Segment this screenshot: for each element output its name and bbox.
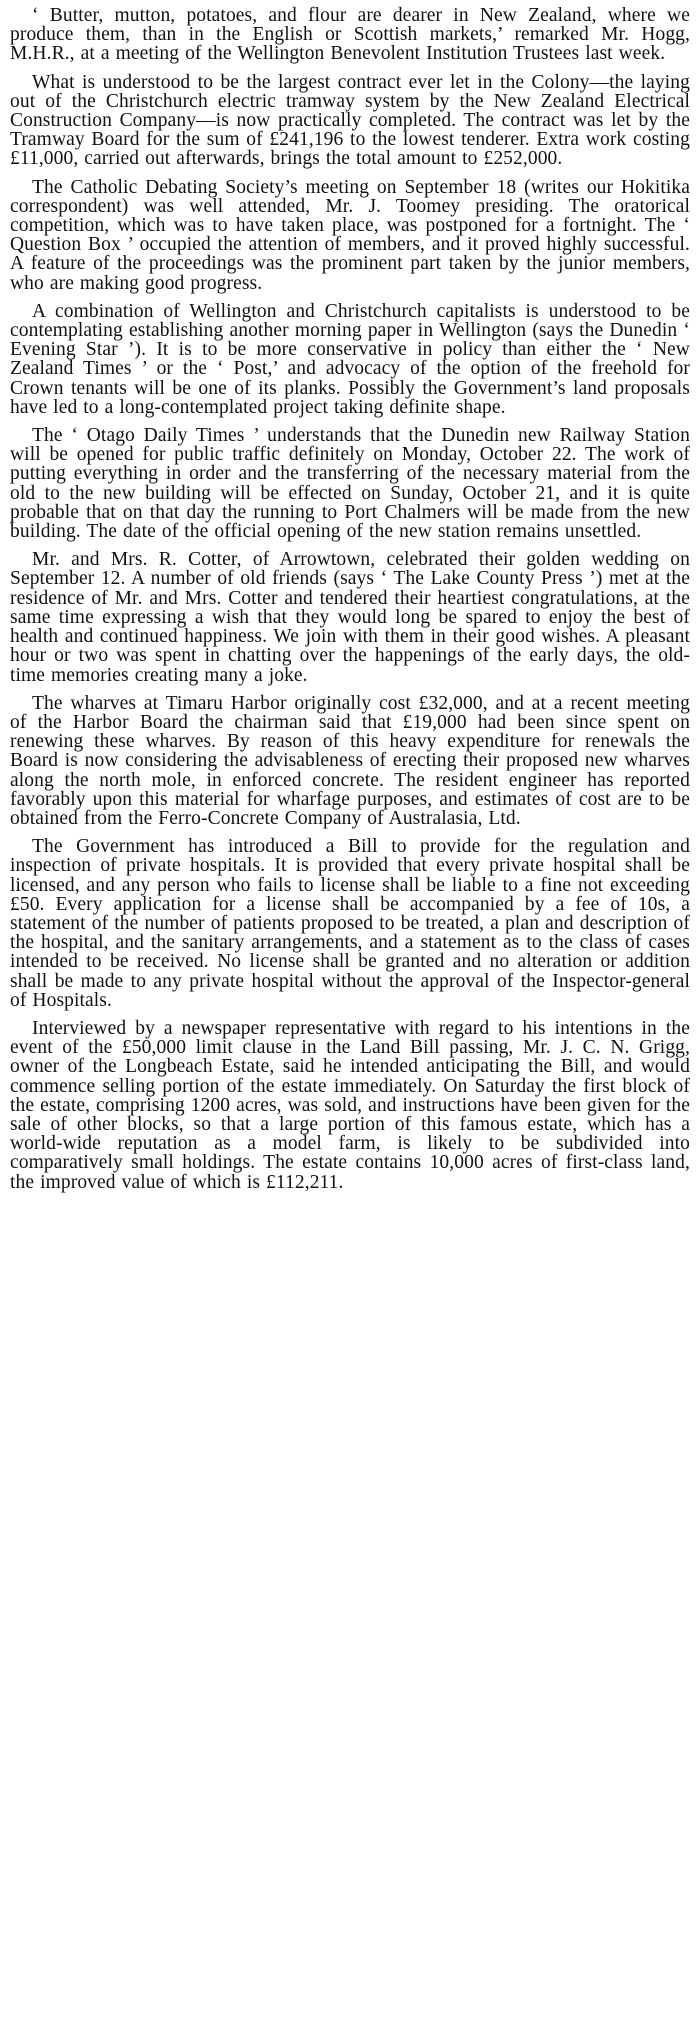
paragraph-morning-paper: A combination of Wellington and Christchurch capitalists is understood to be contemplating establishing another morning paper in Wellington (says the Dunedin ‘ Evening Star ’). It is to be more conservative in policy than either the ‘ New Zealand Times ’ or the ‘ Post,’ and advocacy of the option of the freehold for Crown tenants will be one of its planks. Possibly the Government’s land proposals have led to a long-contemplated project taking definite shape.: [10, 300, 690, 418]
paragraph-debating-society: The Catholic Debating Society’s meeting on September 18 (writes our Hokitika correspondent) was well attended, Mr. J. Toomey presiding. The oratorical competition, which was to have taken place, was postponed for a fortnight. The ‘ Question Box ’ occupied the attention of members, and it proved highly successful. A feature of the proceedings was the prominent part taken by the junior members, who are making good progress.: [10, 176, 690, 294]
paragraph-food-prices: ‘ Butter, mutton, potatoes, and flour are dearer in New Zealand, where we produce them, than in the English or Scottish markets,’ remarked Mr. Hogg, M.H.R., at a meeting of the Wellington Benevolent Institution Trustees last week.: [10, 5, 690, 65]
paragraph-private-hospitals: The Government has introduced a Bill to provide for the regulation and inspection of private hospitals. It is provided that every private hospital shall be licensed, and any person who fails to license shall be liable to a fine not exceeding £50. Every application for a license shall be accompanied by a fee of 10s, a statement of the number of patients proposed to be treated, a plan and description of the hospital, and the sanitary arrangements, and a statement as to the class of cases intended to be received. No license shall be granted and no alteration or addition shall be made to any private hospital without the approval of the Inspector-general of Hospitals.: [10, 836, 690, 1011]
paragraph-longbeach-estate: Interviewed by a newspaper representative with regard to his intentions in the event of the £50,000 limit clause in the Land Bill passing, Mr. J. C. N. Grigg, owner of the Longbeach Estate, said he intended anticipating the Bill, and would commence selling portion of the estate immediately. On Saturday the first block of the estate, comprising 1200 acres, was sold, and instructions have been given for the sale of other blocks, so that a large portion of this famous estate, which has a world-wide reputation as a model farm, is likely to be subdivided into comparatively small holdings. The estate contains 10,000 acres of first-class land, the improved value of which is £112,211.: [10, 1017, 690, 1193]
paragraph-railway-station: The ‘ Otago Daily Times ’ understands that the Dunedin new Railway Station will be opened for public traffic definitely on Monday, October 22. The work of putting everything in order and the transferring of the necessary material from the old to the new building will be effected on Sunday, October 21, and it is quite probable that on that day the running to Port Chalmers will be made from the new building. The date of the official opening of the new station remains unsettled.: [10, 425, 690, 543]
paragraph-timaru-wharves: The wharves at Timaru Harbor originally cost £32,000, and at a recent meeting of the Harbor Board the chairman said that £19,000 had been since spent on renewing these wharves. By reason of this heavy expenditure for renewals the Board is now considering the advisableness of erecting their proposed new wharves along the north mole, in enforced concrete. The resident engineer has reported favorably upon this material for wharfage purposes, and estimates of cost are to be obtained from the Ferro-Concrete Company of Australasia, Ltd.: [10, 692, 690, 829]
paragraph-tramway-contract: What is understood to be the largest contract ever let in the Colony—the laying out of the Christchurch electric tramway system by the New Zealand Electrical Construction Company—is now practically completed. The contract was let by the Tramway Board for the sum of £241,196 to the lowest tenderer. Extra work costing £11,000, carried out afterwards, brings the total amount to £252,000.: [10, 71, 690, 170]
paragraph-golden-wedding: Mr. and Mrs. R. Cotter, of Arrowtown, celebrated their golden wedding on September 12. A number of old friends (says ‘ The Lake County Press ’) met at the residence of Mr. and Mrs. Cotter and tendered their heartiest congratulations, at the same time expressing a wish that they would long be spared to enjoy the best of health and continued happiness. We join with them in their good wishes. A pleasant hour or two was spent in chatting over the happenings of the early days, the old-time memories creating many a joke.: [10, 549, 690, 686]
